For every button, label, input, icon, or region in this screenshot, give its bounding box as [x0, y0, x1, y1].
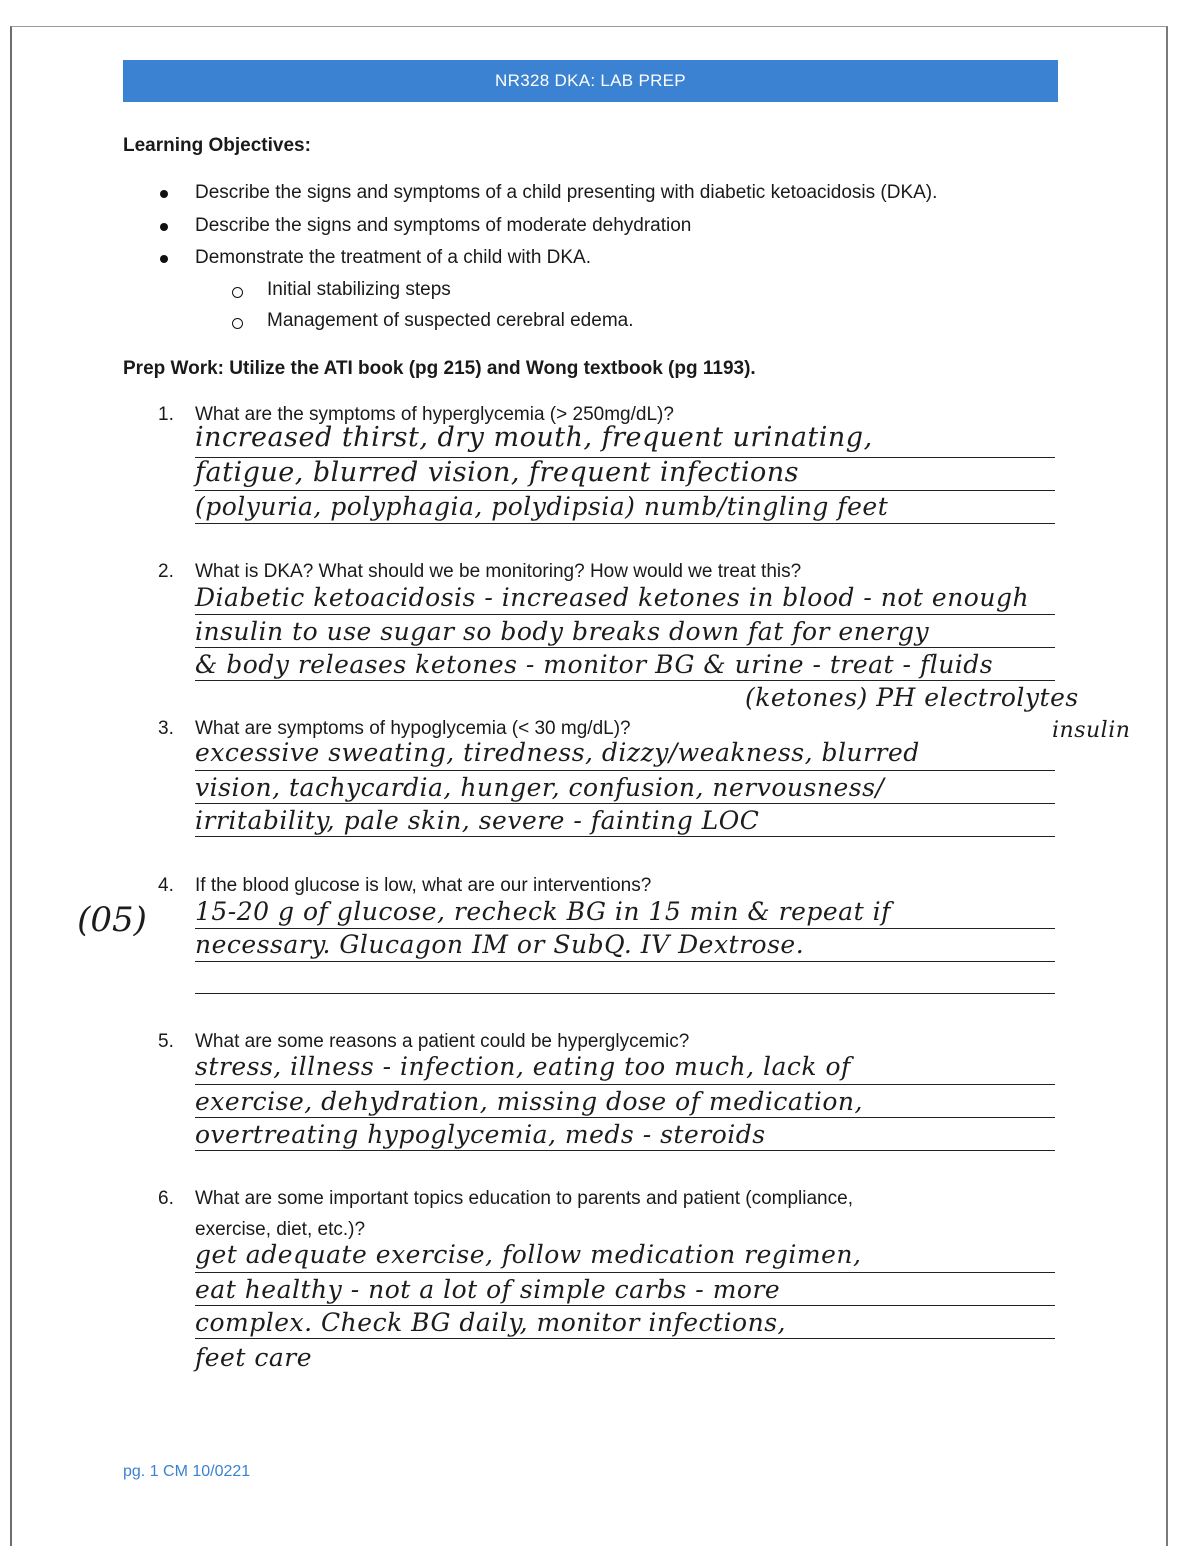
- answer-line: [195, 490, 1055, 491]
- answer-line: [195, 803, 1055, 804]
- question-text: What are some important topics education to parents and patient (compliance,: [195, 1188, 853, 1209]
- answer-line: [195, 1150, 1055, 1151]
- bullet-icon: [160, 190, 168, 198]
- handwritten-answer: insulin to use sugar so body breaks down fat for energy: [195, 617, 930, 646]
- handwritten-answer: get adequate exercise, follow medication regimen,: [195, 1240, 862, 1269]
- handwritten-answer: stress, illness - infection, eating too much, lack of: [195, 1052, 851, 1081]
- document-banner: NR328 DKA: LAB PREP: [123, 60, 1058, 102]
- answer-line: [195, 523, 1055, 524]
- question-text: What are the symptoms of hyperglycemia (> 250mg/dL)?: [195, 404, 674, 425]
- handwritten-answer: (polyuria, polyphagia, polydipsia) numb/tingling feet: [195, 492, 889, 521]
- objective-subitem: Management of suspected cerebral edema.: [267, 310, 634, 331]
- answer-line: [195, 1117, 1055, 1118]
- answer-line: [195, 993, 1055, 994]
- page-footer: pg. 1 CM 10/0221: [123, 1463, 251, 1480]
- answer-line: [195, 770, 1055, 771]
- objective-item: Describe the signs and symptoms of a child presenting with diabetic ketoacidosis (DKA).: [195, 182, 938, 203]
- handwritten-answer: fatigue, blurred vision, frequent infections: [195, 457, 800, 488]
- handwritten-answer: vision, tachycardia, hunger, confusion, nervousness/: [195, 773, 885, 802]
- circle-bullet-icon: [232, 287, 243, 298]
- question-text-continued: exercise, diet, etc.)?: [195, 1219, 366, 1240]
- answer-line: [195, 1338, 1055, 1339]
- question-text: What are symptoms of hypoglycemia (< 30 mg/dL)?: [195, 718, 631, 739]
- handwritten-answer: exercise, dehydration, missing dose of medication,: [195, 1087, 863, 1116]
- bullet-icon: [160, 223, 168, 231]
- question-number: 2.: [158, 561, 174, 582]
- handwritten-answer: excessive sweating, tiredness, dizzy/weakness, blurred: [195, 738, 920, 767]
- handwritten-answer: complex. Check BG daily, monitor infections,: [195, 1308, 786, 1337]
- handwritten-answer: & body releases ketones - monitor BG & urine - treat - fluids: [195, 650, 994, 679]
- question-number: 5.: [158, 1031, 174, 1052]
- handwritten-answer: feet care: [195, 1343, 312, 1372]
- handwritten-answer: overtreating hypoglycemia, meds - steroids: [195, 1120, 766, 1149]
- handwritten-answer: Diabetic ketoacidosis - increased ketones in blood - not enough: [195, 583, 1030, 612]
- objective-item: Demonstrate the treatment of a child with DKA.: [195, 247, 592, 268]
- answer-line: [195, 647, 1055, 648]
- objective-item: Describe the signs and symptoms of moderate dehydration: [195, 215, 692, 236]
- question-number: 6.: [158, 1188, 174, 1209]
- answer-line: [195, 1305, 1055, 1306]
- objective-subitem: Initial stabilizing steps: [267, 279, 451, 300]
- handwritten-answer: eat healthy - not a lot of simple carbs - more: [195, 1275, 781, 1304]
- question-text: What is DKA? What should we be monitoring? How would we treat this?: [195, 561, 802, 582]
- handwritten-answer: 15-20 g of glucose, recheck BG in 15 min & repeat if: [195, 897, 891, 926]
- handwritten-answer: increased thirst, dry mouth, frequent urinating,: [195, 422, 873, 453]
- prep-heading: Prep Work: Utilize the ATI book (pg 215) and Wong textbook (pg 1193).: [123, 358, 756, 379]
- answer-line: [195, 961, 1055, 962]
- answer-line: [195, 1272, 1055, 1273]
- handwritten-margin-answer: insulin: [1052, 718, 1131, 743]
- bullet-icon: [160, 255, 168, 263]
- margin-score-note: (05): [77, 900, 147, 940]
- answer-line: [195, 836, 1055, 837]
- answer-line: [195, 680, 1055, 681]
- question-text: What are some reasons a patient could be hyperglycemic?: [195, 1031, 690, 1052]
- handwritten-answer: (ketones) PH electrolytes: [745, 683, 1079, 712]
- question-number: 1.: [158, 404, 174, 425]
- answer-line: [195, 928, 1055, 929]
- question-number: 3.: [158, 718, 174, 739]
- question-number: 4.: [158, 875, 174, 896]
- answer-line: [195, 614, 1055, 615]
- objectives-heading: Learning Objectives:: [123, 135, 311, 156]
- question-text: If the blood glucose is low, what are our interventions?: [195, 875, 652, 896]
- circle-bullet-icon: [232, 318, 243, 329]
- handwritten-answer: necessary. Glucagon IM or SubQ. IV Dextrose.: [195, 930, 805, 959]
- answer-line: [195, 1084, 1055, 1085]
- handwritten-answer: irritability, pale skin, severe - fainting LOC: [195, 806, 760, 835]
